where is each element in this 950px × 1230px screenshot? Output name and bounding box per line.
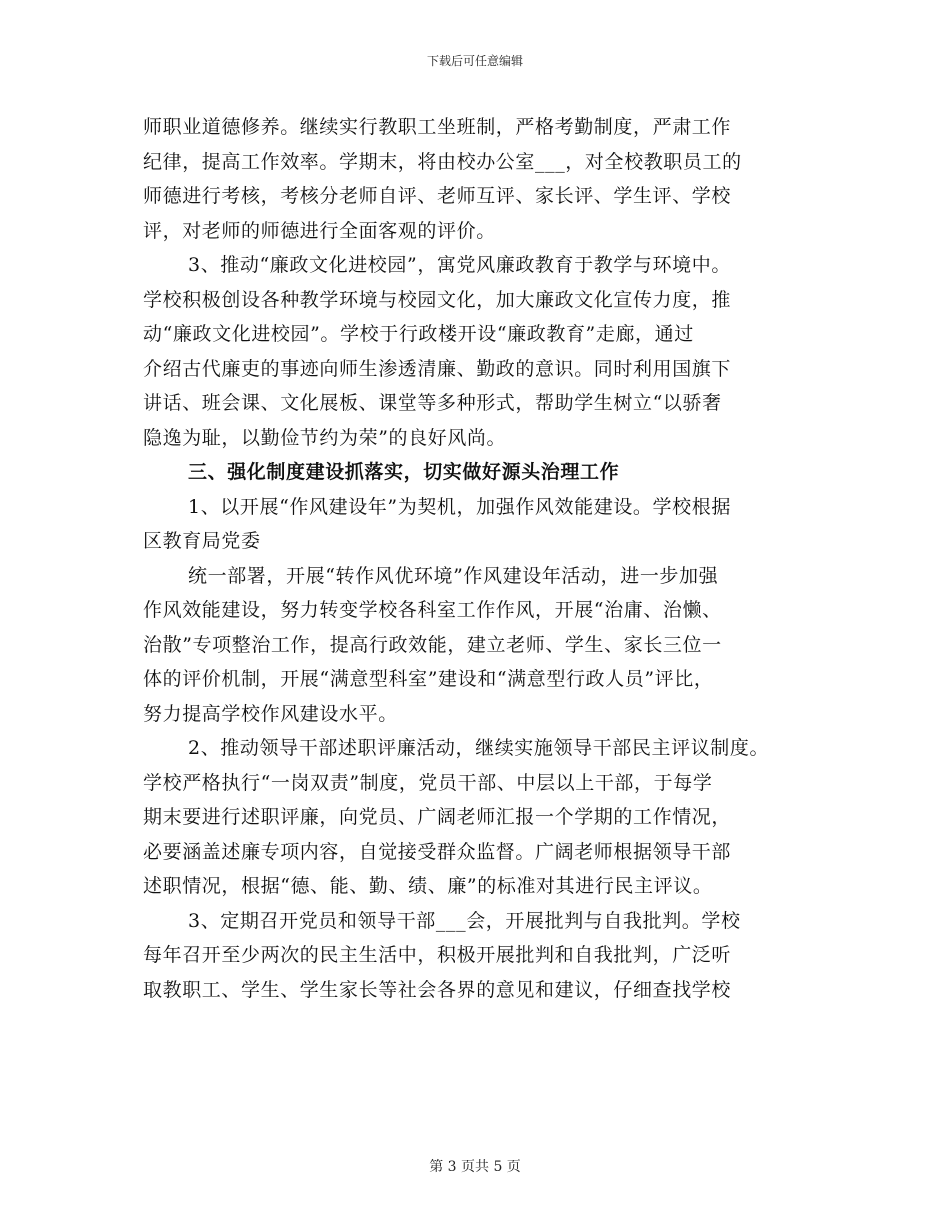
body-line: 隐逸为耻，以勤俭节约为荣”的良好风尚。 — [143, 426, 507, 449]
page-header: 下载后可任意编辑 — [426, 54, 523, 68]
body-line: 讲话、班会课、文化展板、课堂等多种形式，帮助学生树立“以骄奢 — [143, 392, 722, 414]
body-line: 区教育局党委 — [143, 530, 261, 552]
paragraph-start-line: 1、以开展“作风建设年”为契机，加强作风效能建设。学校根据 — [188, 495, 731, 518]
paragraph-start-line: 3、定期召开党员和领导干部___会，开展批判与自我批判。学校 — [188, 909, 741, 932]
body-line: 体的评价机制，开展“满意型科室”建设和“满意型行政人员”评比， — [143, 668, 714, 690]
body-line: 必要涵盖述廉专项内容，自觉接受群众监督。广阔老师根据领导干部 — [143, 840, 732, 863]
paragraph-start-line: 3、推动“廉政文化进校园”，寓党风廉政教育于教学与环境中。 — [188, 254, 731, 276]
document-body — [143, 110, 823, 1007]
body-line: 述职情况，根据“德、能、勤、绩、廉”的标准对其进行民主评议。 — [143, 875, 713, 897]
body-line: 动“廉政文化进校园”。学校于行政楼开设“廉政教育”走廊，通过 — [143, 323, 694, 345]
body-line: 学校积极创设各种教学环境与校园文化，加大廉政文化宣传力度，推 — [143, 288, 732, 311]
paragraph-start-line: 2、推动领导干部述职评廉活动，继续实施领导干部民主评议制度。 — [188, 737, 770, 759]
body-line: 努力提高学校作风建设水平。 — [143, 702, 398, 725]
body-line: 介绍古代廉吏的事迹向师生渗透清廉、勤政的意识。同时利用国旗下 — [143, 357, 732, 380]
body-line: 期末要进行述职评廉，向党员、广阔老师汇报一个学期的工作情况， — [143, 806, 732, 828]
body-line: 评，对老师的师德进行全面客观的评价。 — [143, 219, 496, 242]
body-line: 作风效能建设，努力转变学校各科室工作作风，开展“治庸、治懒、 — [143, 599, 722, 621]
body-line: 纪律，提高工作效率。学期末，将由校办公室___，对全校教职员工的 — [143, 150, 742, 173]
body-line: 取教职工、学生、学生家长等社会各界的意见和建议，仔细查找学校 — [143, 978, 732, 1001]
body-line: 治散”专项整治工作，提高行政效能，建立老师、学生、家长三位一 — [143, 633, 722, 656]
body-line: 学校严格执行“一岗双责”制度，党员干部、中层以上干部，于每学 — [143, 771, 713, 794]
body-line: 每年召开至少两次的民主生活中，积极开展批判和自我批判，广泛听 — [143, 944, 732, 966]
body-line: 师职业道德修养。继续实行教职工坐班制，严格考勤制度，严肃工作 — [143, 116, 732, 138]
page-number: 第 3 页共 5 页 — [429, 1159, 521, 1175]
body-line: 师德进行考核，考核分老师自评、老师互评、家长评、学生评、学校 — [143, 185, 732, 207]
paragraph-start-line: 统一部署，开展“转作风优环境”作风建设年活动，进一步加强 — [188, 564, 719, 587]
section-heading: 三、强化制度建设抓落实，切实做好源头治理工作 — [188, 461, 620, 483]
